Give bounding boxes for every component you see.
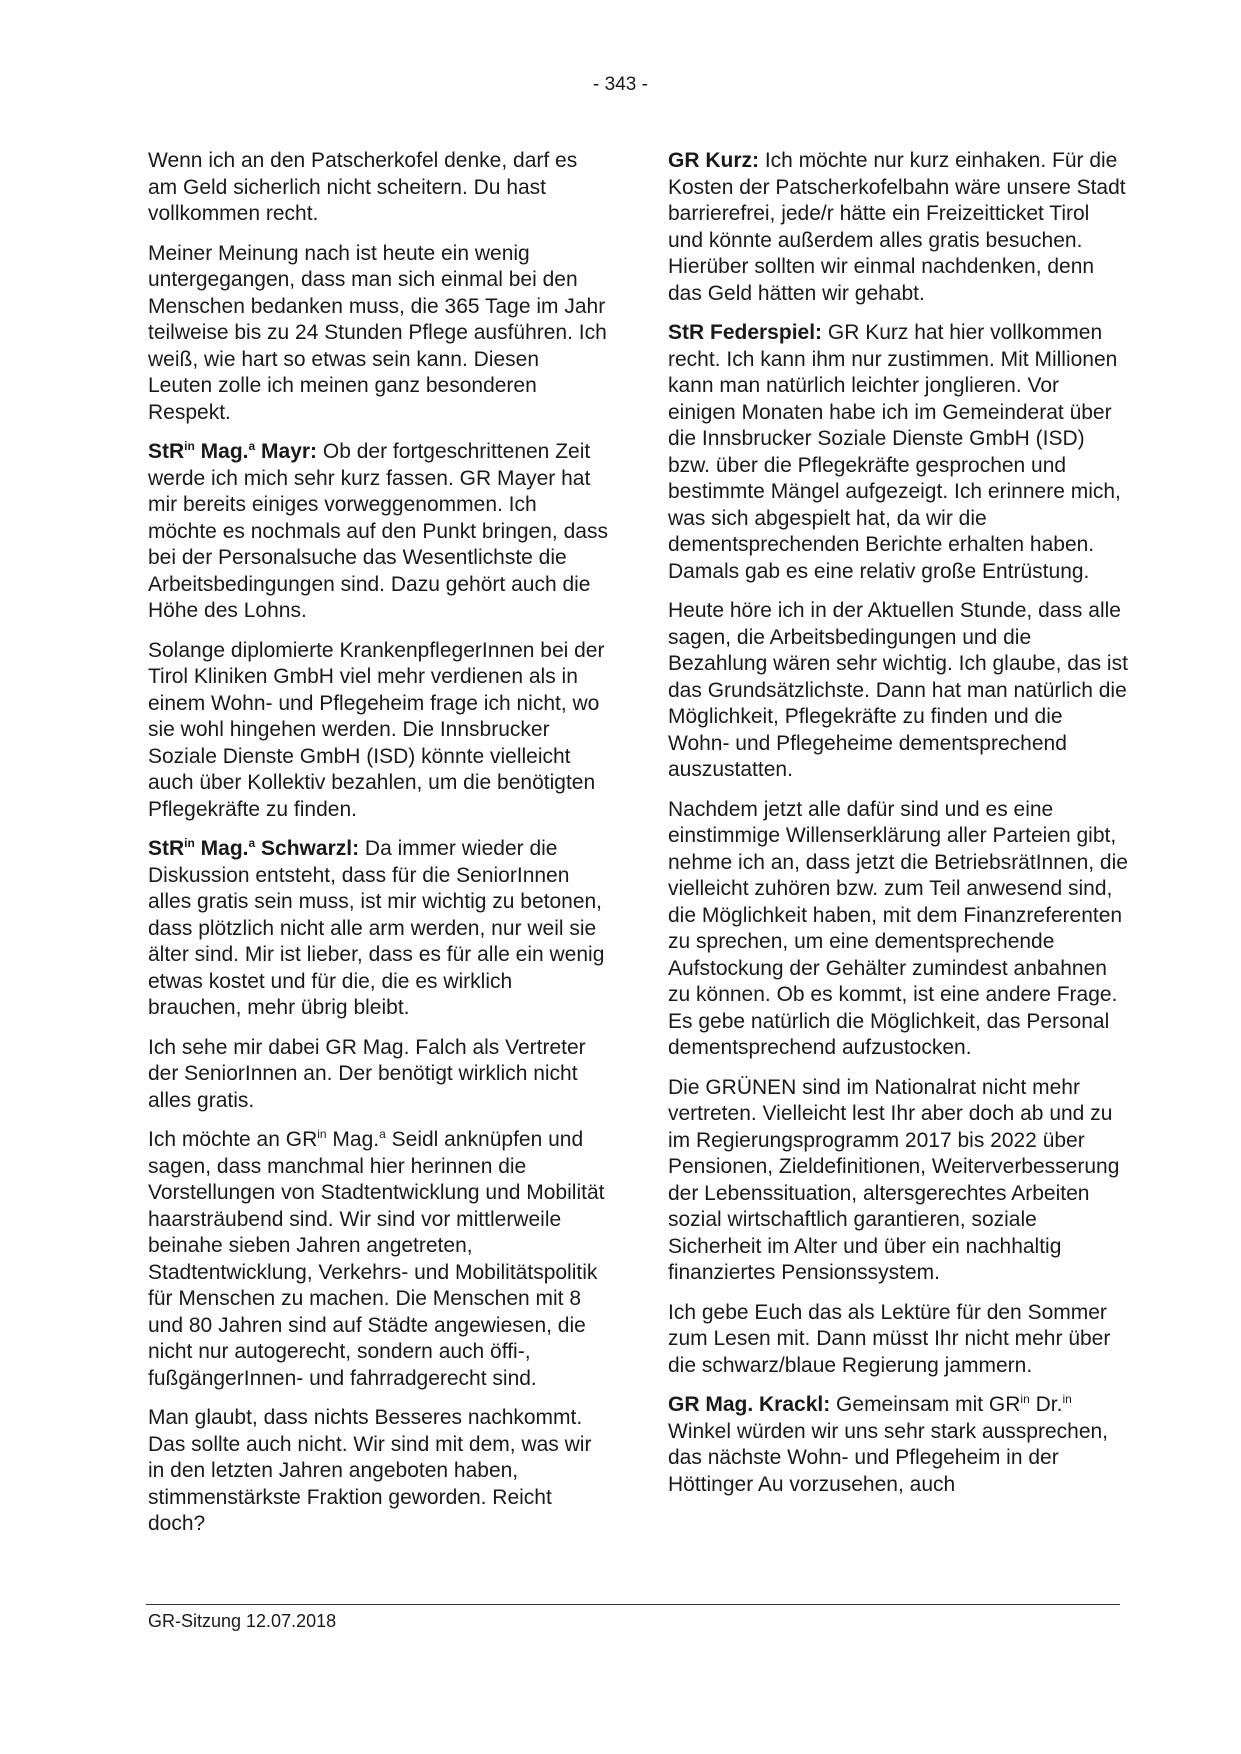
speaker-name: StR Federspiel:	[668, 321, 823, 344]
speech-text: Ob der fortgeschrittenen Zeit werde ich mich sehr kurz fassen. GR Mayer hat mir bereits einiges vorweggenommen. Ich möchte es nochmals auf den Punkt bringen, dass bei der Personalsuche das Wesentlichste die Arbeitsbedingungen sind. Dazu gehört auch die Höhe des Lohns.	[148, 440, 608, 622]
page-number: - 343 -	[593, 74, 648, 95]
footer-divider	[146, 1604, 1120, 1605]
footer-session-date: GR-Sitzung 12.07.2018	[148, 1611, 337, 1631]
speaker-name: StR$^{in}$ Mag.$^a$ Mayr:	[148, 439, 318, 463]
speech-paragraph	[148, 439, 608, 625]
paragraph: Die GRÜNEN sind im Nationalrat nicht mehr vertreten. Vielleicht lest Ihr aber doch ab und zu im Regierungsprogramm 2017 bis 2022 über Pensionen, Zieldefinitionen, Weiterverbesserung der Lebenssituation, altersgerechtes Arbeiten sozial wirtschaftlich garantieren, soziale Sicherheit im Alter und über ein nachhaltig finanziertes Pensionssystem.	[668, 1075, 1120, 1284]
left-column	[148, 148, 608, 1551]
paragraph: Ich möchte an $GR^{in}$ Mag.$^a$ Seidl anknüpfen und sagen, dass manchmal hier herinnen die Vorstellungen von Stadtentwicklung und Mobilität haarsträubend sind. Wir sind vor mittlerweile beinahe sieben Jahren angetreten, Stadtentwicklung, Verkehrs- und Mobilitätspolitik für Menschen zu machen. Die Menschen mit 8 und 80 Jahren sind auf Städte angewiesen, die nicht nur autogerecht, sondern auch öffi-, fußgängerInnen- und fahrradgerecht sind.	[148, 1127, 605, 1390]
speaker-name: GR Mag. Krackl:	[668, 1393, 831, 1416]
paragraph: Wenn ich an den Patscherkofel denke, darf es am Geld sicherlich nicht scheitern. Du hast vollkommen recht.	[148, 149, 578, 225]
speech-text: Da immer wieder die Diskussion entsteht, dass für die SeniorInnen alles gratis sein muss, ist mir wichtig zu betonen, dass plötzlich nicht alle arm werden, nur weil sie älter sind. Mir ist lieber, dass es für alle ein wenig etwas kostet und für die, die es wirklich brauchen, mehr übrig bleibt.	[148, 837, 605, 1019]
speaker-name: GR Kurz:	[668, 149, 759, 172]
paragraph: Ich gebe Euch das als Lektüre für den Sommer zum Lesen mit. Dann müsst Ihr nicht mehr über die schwarz/blaue Regierung jammern.	[668, 1300, 1111, 1377]
speech-text: Ich möchte nur kurz einhaken. Für die Kosten der Patscherkofelbahn wäre unsere Stadt barrierefrei, jede/r hätte ein Freizeitticket Tirol und könnte außerdem alles gratis besuchen. Hierüber sollten wir einmal nachdenken, denn das Geld hätten wir gehabt.	[668, 149, 1126, 305]
paragraph: Man glaubt, dass nichts Besseres nachkommt. Das sollte auch nicht. Wir sind mit dem, was wir in den letzten Jahren angeboten haben, stimmenstärkste Fraktion geworden. Reicht doch?	[148, 1406, 592, 1535]
paragraph: Heute höre ich in der Aktuellen Stunde, dass alle sagen, die Arbeitsbedingungen und die Bezahlung wären sehr wichtig. Ich glaube, das ist das Grundsätzlichste. Dann hat man natürlich die Möglichkeit, Pflegekräfte zu finden und die Wohn- und Pflegeheime dementsprechend auszustatten.	[668, 599, 1128, 781]
speech-paragraph	[668, 148, 1129, 307]
right-column	[668, 148, 1129, 1511]
speech-paragraph	[668, 320, 1129, 585]
speaker-name: StR$^{in}$ Mag.$^a$ Schwarzl:	[148, 836, 360, 860]
paragraph: Nachdem jetzt alle dafür sind und es eine einstimmige Willenserklärung aller Parteien gibt, nehme ich an, dass jetzt die BetriebsrätInnen, die vielleicht zuhören bzw. zum Teil anwesend sind, die Möglichkeit haben, mit dem Finanzreferenten zu sprechen, um eine dementsprechende Aufstockung der Gehälter zumindest anbahnen zu können. Ob es kommt, ist eine andere Frage. Es gebe natürlich die Möglichkeit, das Personal dementsprechend aufzustocken.	[668, 797, 1128, 1059]
paragraph: Ich sehe mir dabei GR Mag. Falch als Vertreter der SeniorInnen an. Der benötigt wirklich nicht alles gratis.	[148, 1035, 586, 1112]
paragraph: Meiner Meinung nach ist heute ein wenig untergegangen, dass man sich einmal bei den Menschen bedanken muss, die 365 Tage im Jahr teilweise bis zu 24 Stunden Pflege ausführen. Ich weiß, wie hart so etwas sein kann. Diesen Leuten zolle ich meinen ganz besonderen Respekt.	[148, 241, 607, 424]
paragraph: Solange diplomierte KrankenpflegerInnen bei der Tirol Kliniken GmbH viel mehr verdienen als in einem Wohn- und Pflegeheim frage ich nicht, wo sie wohl hingehen werden. Die Innsbrucker Soziale Dienste GmbH (ISD) könnte vielleicht auch über Kollektiv bezahlen, um die benötigten Pflegekräfte zu finden.	[148, 638, 605, 821]
speech-paragraph	[148, 836, 608, 1022]
speech-text: GR Kurz hat hier vollkommen recht. Ich kann ihm nur zustimmen. Mit Millionen kann man natürlich leichter jonglieren. Vor einigen Monaten habe ich im Gemeinderat über die Innsbrucker Soziale Dienste GmbH (ISD) bzw. über die Pflegekräfte gesprochen und bestimmte Mängel aufgezeigt. Ich erinnere mich, was sich abgespielt hat, da wir die dementsprechenden Berichte erhalten haben. Damals gab es eine relativ große Entrüstung.	[668, 321, 1121, 583]
speech-paragraph: GR Mag. Krackl: Gemeinsam mit $GR^{in}$ Dr.$^{in}$ Winkel würden wir uns sehr stark aussprechen, das nächste Wohn- und Pflegeheim in der Höttinger Au vorzusehen, auch	[668, 1392, 1109, 1496]
